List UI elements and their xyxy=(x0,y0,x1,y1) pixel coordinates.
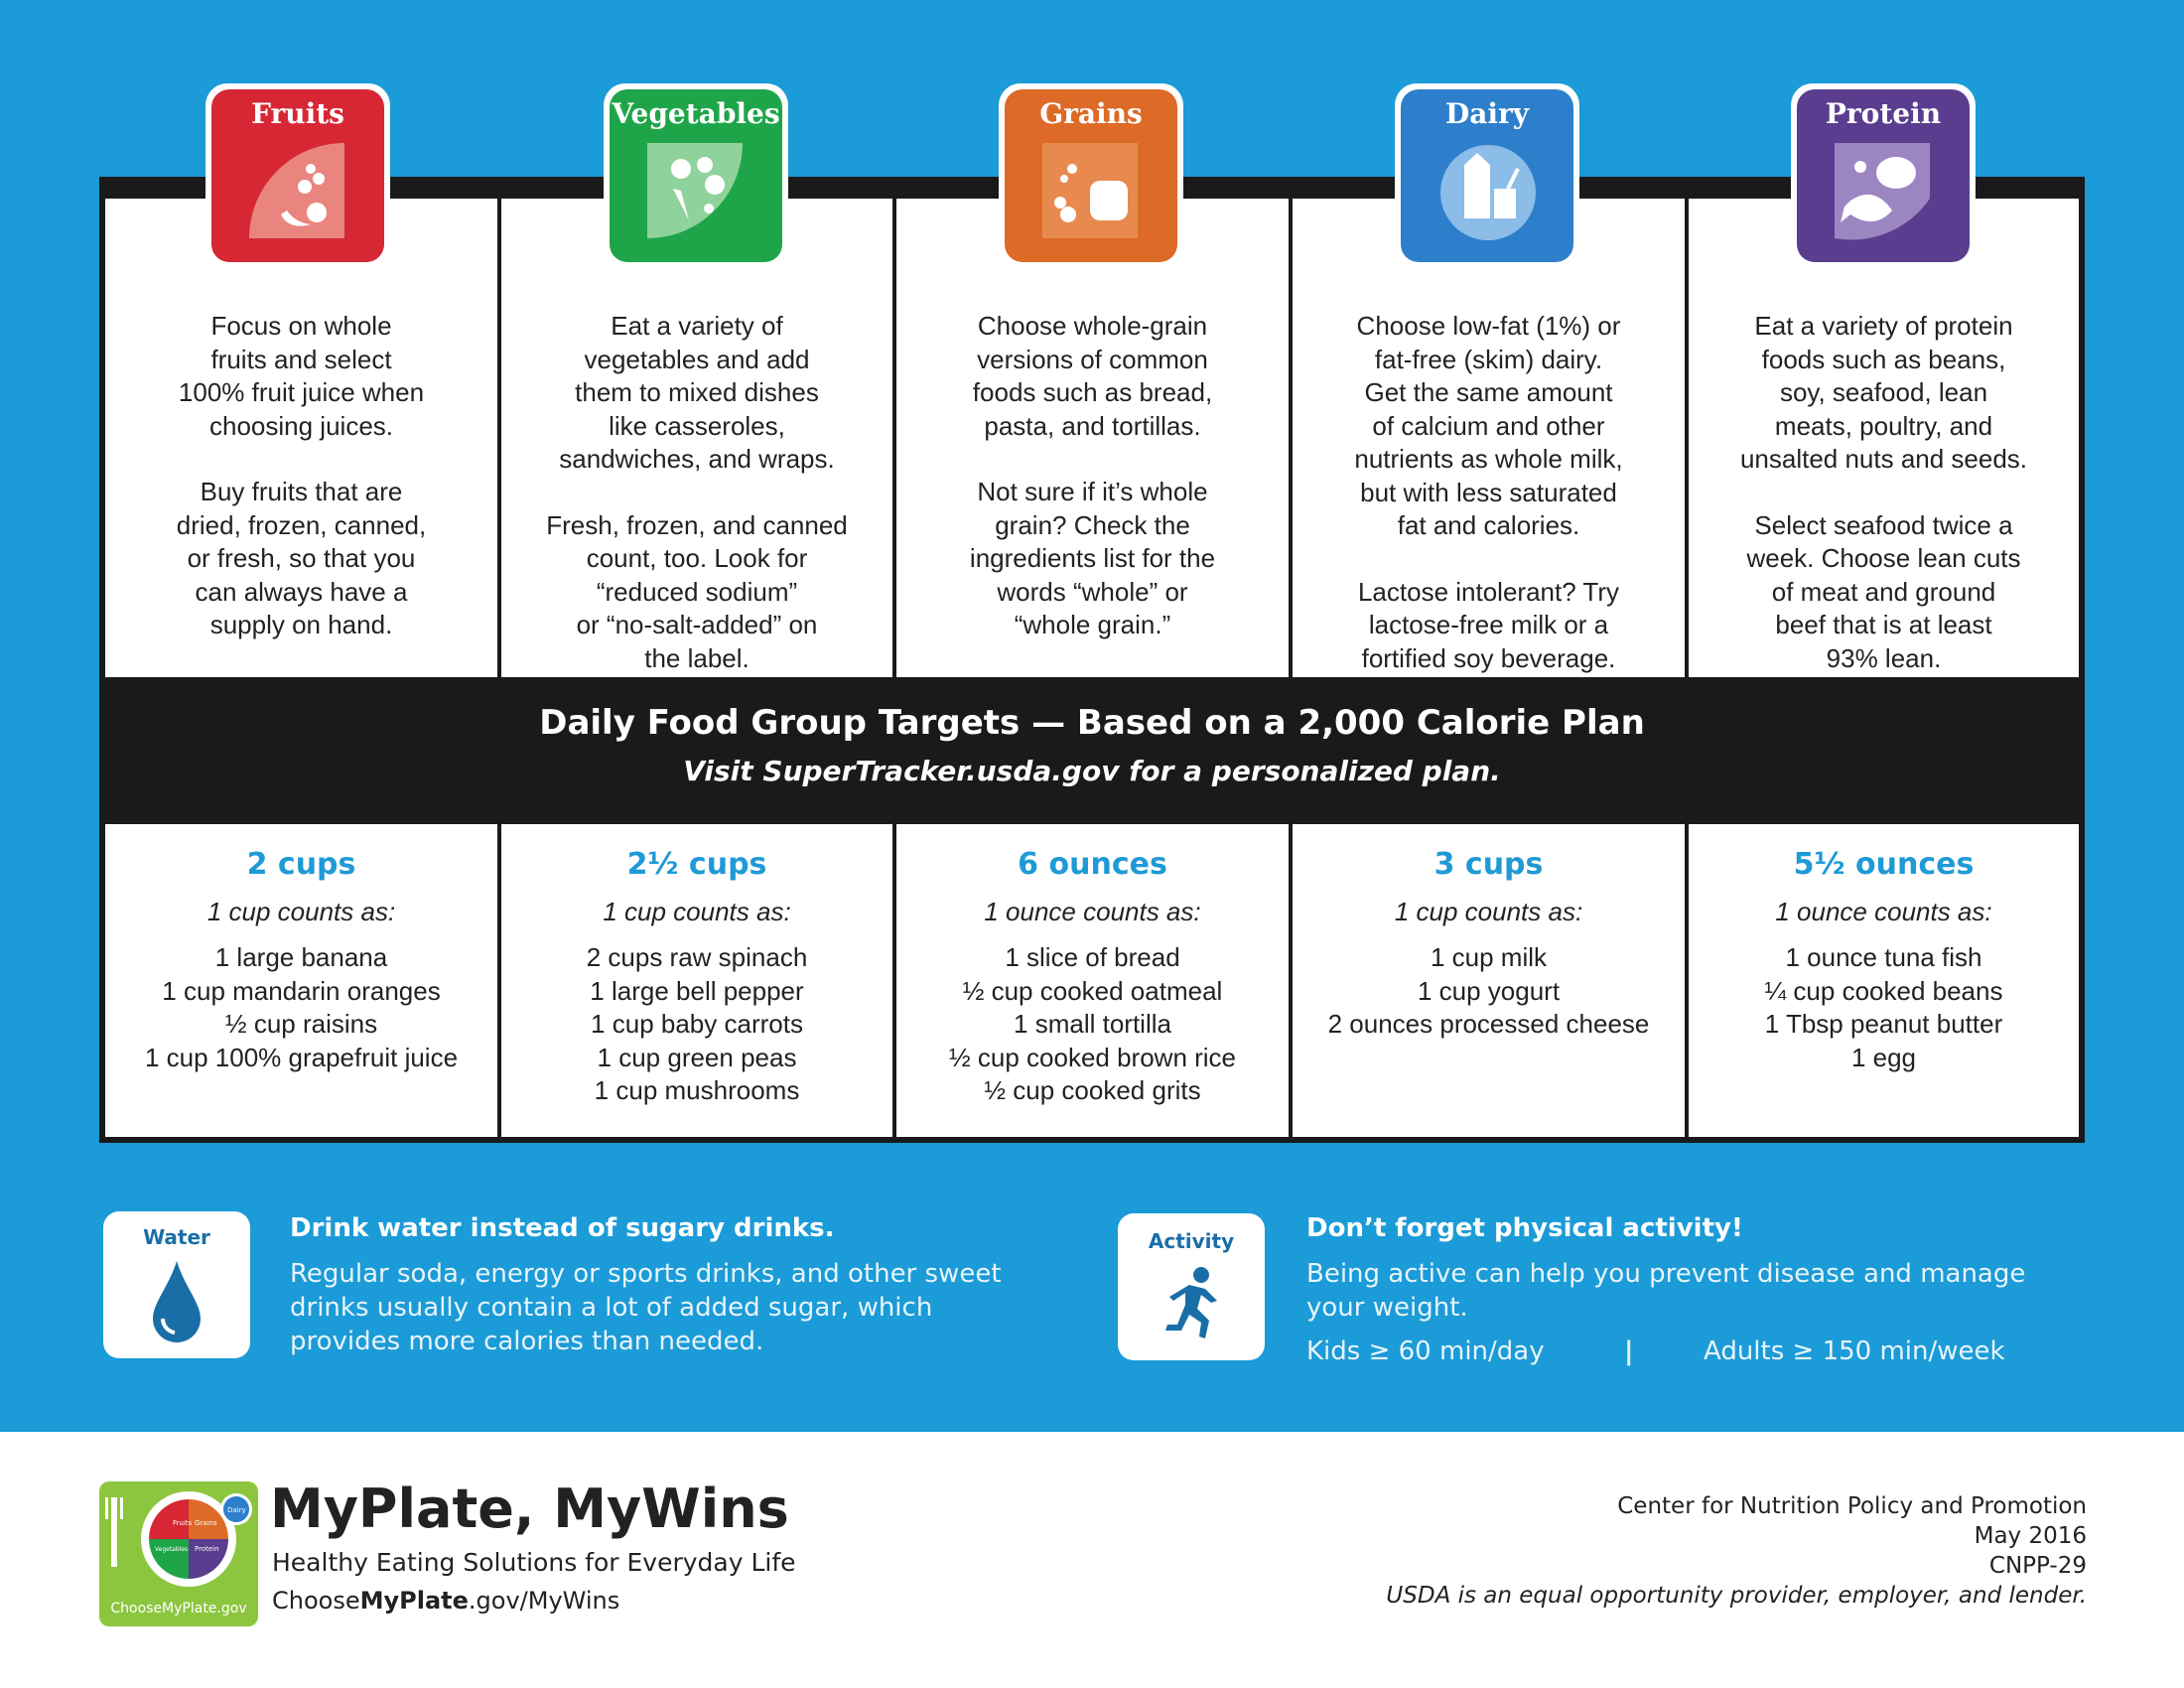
url-prefix: Choose xyxy=(272,1587,360,1615)
vegetables-tile xyxy=(604,83,788,268)
protein-text-1: Eat a variety of protein foods such as beans, soy, seafood, lean meats, poultry, and unsalted nuts and seeds. xyxy=(1739,311,2028,474)
brand-tagline: Healthy Eating Solutions for Everyday Life xyxy=(272,1548,796,1577)
fruits-icon xyxy=(245,139,352,242)
protein-tile xyxy=(1791,83,1976,268)
dairy-counts-as: 1 cup counts as: xyxy=(1394,897,1583,926)
equal-opportunity-notice: USDA is an equal opportunity provider, employer, and lender. xyxy=(1386,1583,2087,1609)
logo-fruits-label: Fruits xyxy=(173,1519,193,1527)
equivalent-item: 1 Tbsp peanut butter xyxy=(1764,1009,2003,1039)
fruits-amount: 2 cups xyxy=(246,847,356,882)
adults-activity: Adults ≥ 150 min/week xyxy=(1704,1336,2005,1366)
fruits-text-1: Focus on whole fruits and select 100% fruit juice when choosing juices. xyxy=(178,311,425,441)
protein-counts-as: 1 ounce counts as: xyxy=(1775,897,1992,926)
protein-targets xyxy=(1689,824,2079,1137)
equivalent-item: 2 cups raw spinach xyxy=(586,942,808,972)
water-label: Water xyxy=(143,1225,210,1249)
equivalent-item: 1 egg xyxy=(1850,1042,1917,1072)
equivalent-item: ½ cup cooked brown rice xyxy=(948,1042,1237,1072)
activity-heading: Don’t forget physical activity! xyxy=(1306,1213,1743,1243)
equivalent-item: ¼ cup cooked beans xyxy=(1764,975,2003,1006)
water-body: Regular soda, energy or sports drinks, and other sweet drinks usually contain a lot of added sugar, which provides more calories than needed. xyxy=(290,1259,1002,1356)
protein-text-2: Select seafood twice a week. Choose lean cuts of meat and ground beef that is at least 93% lean. xyxy=(1746,509,2021,673)
dairy-tile xyxy=(1395,83,1579,268)
fruits-tile xyxy=(205,83,390,268)
equivalent-item: 1 cup green peas xyxy=(597,1042,797,1072)
activity-label: Activity xyxy=(1148,1229,1235,1253)
activity-icon-box xyxy=(1118,1213,1265,1360)
organization: Center for Nutrition Policy and Promotion xyxy=(1617,1493,2087,1519)
dairy-description xyxy=(1293,199,1685,677)
equivalent-item: 1 large banana xyxy=(214,942,388,972)
fruits-description xyxy=(105,199,497,677)
grains-amount: 6 ounces xyxy=(1018,847,1167,882)
equivalent-item: 1 cup milk xyxy=(1430,942,1548,972)
logo-dairy-label: Dairy xyxy=(227,1506,246,1514)
fruits-label: Fruits xyxy=(251,97,344,130)
vegetables-text-2: Fresh, frozen, and canned count, too. Look for “reduced sodium” or “no-salt-added” on the label. xyxy=(546,509,848,673)
grains-label: Grains xyxy=(1039,97,1143,130)
dairy-text-2: Lactose intolerant? Try lactose-free milk or a fortified soy beverage. xyxy=(1357,576,1620,673)
protein-label: Protein xyxy=(1825,97,1942,130)
protein-description xyxy=(1689,199,2079,677)
myplate-logo xyxy=(99,1481,258,1626)
water-icon-box xyxy=(103,1211,250,1358)
fruits-targets xyxy=(105,824,497,1137)
equivalent-item: ½ cup cooked oatmeal xyxy=(962,975,1223,1006)
publication-date: May 2016 xyxy=(1974,1523,2087,1549)
vegetables-amount: 2½ cups xyxy=(626,847,767,882)
grains-description xyxy=(896,199,1289,677)
fruits-text-2: Buy fruits that are dried, frozen, canned, or fresh, so that you can always have a supply on hand. xyxy=(176,477,427,639)
url-brand: MyPlate xyxy=(359,1587,469,1615)
running-person-icon xyxy=(1156,1265,1227,1344)
website-link[interactable] xyxy=(272,1585,619,1617)
vegetables-targets xyxy=(501,824,892,1137)
water-drop-icon xyxy=(149,1259,205,1344)
dairy-icon xyxy=(1434,139,1542,242)
vegetables-counts-as: 1 cup counts as: xyxy=(603,897,791,926)
targets-heading: Daily Food Group Targets — Based on a 2,000 Calorie Plan xyxy=(539,703,1645,743)
equivalent-item: 1 cup mushrooms xyxy=(594,1075,800,1105)
equivalent-item: 2 ounces processed cheese xyxy=(1327,1009,1650,1039)
vegetables-label: Vegetables xyxy=(612,97,780,130)
equivalent-item: ½ cup cooked grits xyxy=(984,1075,1201,1105)
protein-icon xyxy=(1831,139,1938,242)
url-suffix: .gov/MyWins xyxy=(468,1587,620,1615)
equivalent-item: 1 ounce tuna fish xyxy=(1785,942,1982,972)
grains-tile xyxy=(999,83,1183,268)
publication-code: CNPP-29 xyxy=(1988,1553,2087,1579)
grains-targets xyxy=(896,824,1289,1137)
kids-activity: Kids ≥ 60 min/day xyxy=(1306,1336,1545,1366)
equivalent-item: 1 large bell pepper xyxy=(590,975,804,1006)
logo-vegetables-label: Vegetables xyxy=(155,1546,189,1553)
grains-icon xyxy=(1038,139,1146,242)
equivalent-item: 1 cup baby carrots xyxy=(591,1009,803,1039)
activity-separator: | xyxy=(1624,1336,1634,1366)
logo-protein-label: Protein xyxy=(195,1545,219,1553)
fruits-counts-as: 1 cup counts as: xyxy=(206,897,396,926)
protein-amount: 5½ ounces xyxy=(1793,847,1975,882)
grains-counts-as: 1 ounce counts as: xyxy=(984,897,1201,926)
equivalent-item: 1 cup yogurt xyxy=(1417,975,1561,1006)
logo-grains-label: Grains xyxy=(195,1519,217,1527)
equivalent-item: 1 small tortilla xyxy=(1014,1009,1171,1039)
equivalent-item: 1 slice of bread xyxy=(1005,942,1180,972)
dairy-amount: 3 cups xyxy=(1433,847,1544,882)
equivalent-item: 1 cup mandarin oranges xyxy=(162,975,441,1006)
brand-title: MyPlate, MyWins xyxy=(270,1477,789,1540)
vegetables-text-1: Eat a variety of vegetables and add them to mixed dishes like casseroles, sandwiches, and wraps. xyxy=(559,311,835,474)
vegetables-description xyxy=(501,199,892,677)
logo-url: ChooseMyPlate.gov xyxy=(110,1601,247,1617)
grains-text-2: Not sure if it’s whole grain? Check the ingredients list for the words “whole” or “whole grain.” xyxy=(969,477,1216,639)
activity-body: Being active can help you prevent disease and manage your weight. xyxy=(1306,1259,2026,1323)
equivalent-item: 1 cup 100% grapefruit juice xyxy=(144,1042,459,1072)
equivalent-item: ½ cup raisins xyxy=(224,1009,378,1039)
vegetables-icon xyxy=(643,139,751,242)
water-heading: Drink water instead of sugary drinks. xyxy=(290,1213,835,1243)
grains-text-1: Choose whole-grain versions of common foods such as bread, pasta, and tortillas. xyxy=(972,311,1213,441)
dairy-text-1: Choose low-fat (1%) or fat-free (skim) dairy. Get the same amount of calcium and other nutrients as whole milk, but with less saturated fat and calories. xyxy=(1354,311,1623,540)
dairy-label: Dairy xyxy=(1444,97,1530,130)
targets-subheading: Visit SuperTracker.usda.gov for a personalized plan. xyxy=(683,755,1501,787)
dairy-targets xyxy=(1293,824,1685,1137)
